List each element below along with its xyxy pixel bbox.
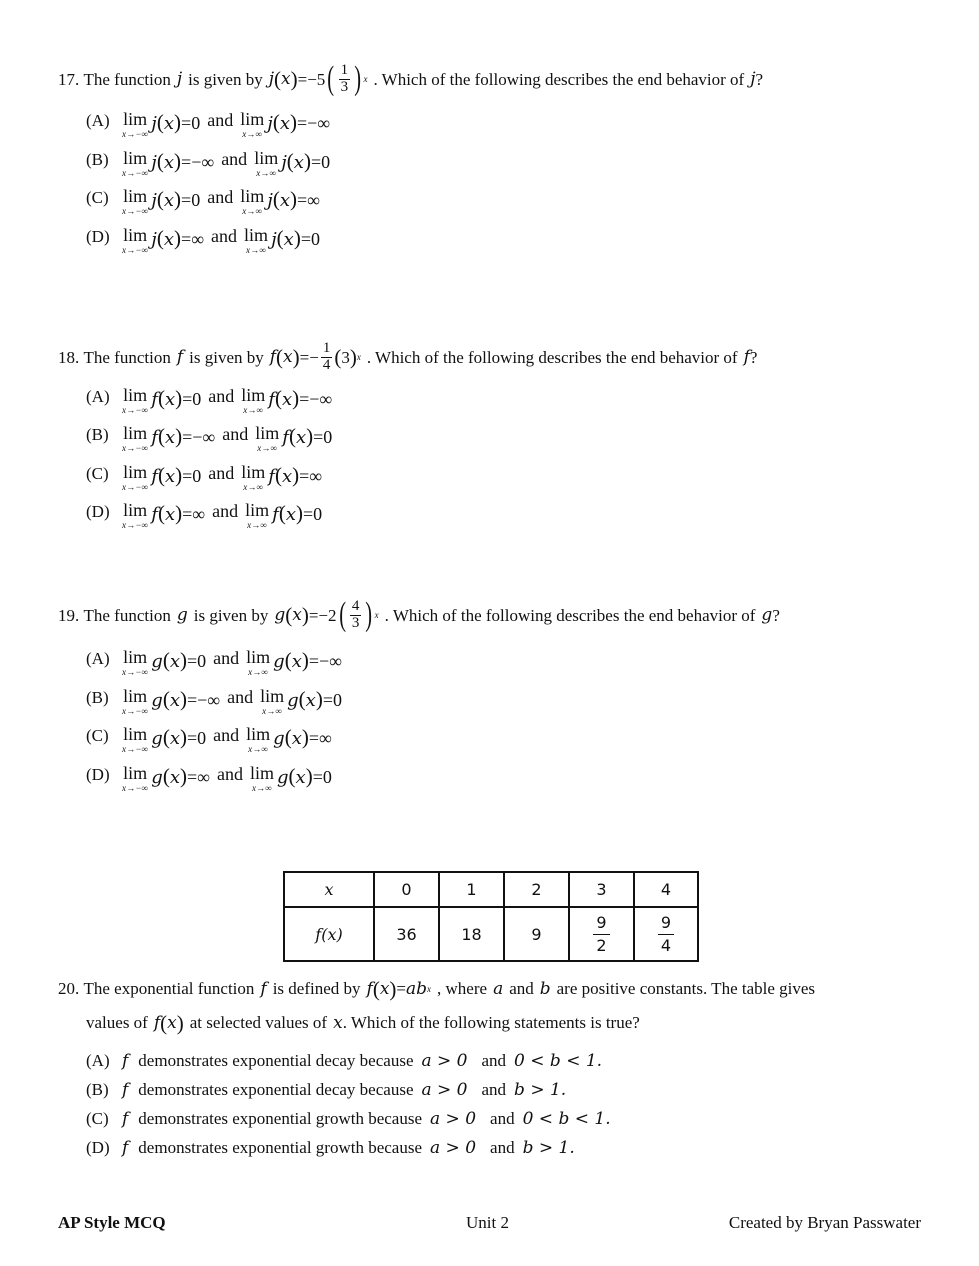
- limit-left: lim x→−∞: [122, 224, 149, 255]
- condition: a > 0: [421, 1050, 468, 1071]
- option-label: (D): [86, 764, 110, 784]
- function-name: f: [122, 1137, 129, 1158]
- question-stem: [58, 598, 938, 632]
- and-text: and: [207, 187, 234, 207]
- answer-option[interactable]: (A) lim x→−∞ g ( x ) = 0 and lim x→∞ g ( x ) = −∞: [86, 647, 342, 677]
- function-name: j: [268, 68, 275, 89]
- option-label: (C): [86, 1109, 109, 1128]
- question-18: [58, 341, 938, 540]
- limit-left: lim x→−∞: [122, 109, 149, 139]
- answer-option[interactable]: (C) lim x→−∞ f ( x ) = 0 and lim x→∞ f ( x ) = ∞: [86, 461, 323, 492]
- and-text: and: [213, 648, 240, 668]
- limit-left: lim x→−∞: [122, 724, 149, 754]
- question-19: [58, 598, 938, 802]
- answer-option[interactable]: (B) lim x→−∞ f ( x ) = −∞ and lim x→∞ f ( x ) = 0: [86, 423, 333, 453]
- limit-right: lim x→∞: [254, 147, 279, 178]
- and-text: and: [481, 1079, 507, 1099]
- footer-center: Unit 2: [466, 1213, 509, 1232]
- and-text: and: [481, 1050, 507, 1070]
- option-label: (C): [86, 463, 109, 483]
- question-stem-line2: [86, 1006, 938, 1040]
- function-definition: f ( x ) = ab x: [366, 976, 432, 1001]
- function-name: f: [260, 979, 267, 999]
- and-text: and: [490, 1137, 515, 1157]
- condition: b > 1.: [522, 1137, 575, 1158]
- answer-option[interactable]: (A) lim x→−∞ j ( x ) = 0 and lim x→∞ j ( x ) = −∞: [86, 109, 331, 139]
- answer-options: [86, 1046, 938, 1162]
- table-cell: [569, 907, 634, 961]
- option-label: (C): [86, 188, 109, 207]
- answer-option[interactable]: (D) lim x→−∞ g ( x ) = ∞ and lim x→∞ g ( x ) = 0: [86, 762, 332, 793]
- question-number: 17.: [58, 69, 80, 89]
- and-text: and: [509, 979, 534, 998]
- stem-text: The function: [83, 605, 171, 625]
- option-text: demonstrates exponential decay because: [138, 1050, 414, 1070]
- answer-option[interactable]: [86, 1133, 938, 1162]
- and-text: and: [208, 385, 235, 406]
- limit-left: lim x→−∞: [122, 461, 149, 492]
- question-17: [58, 62, 938, 264]
- limit-right: lim x→∞: [244, 224, 269, 255]
- function-name: f: [122, 1050, 129, 1071]
- footer-right: Created by Bryan Passwater: [728, 1213, 921, 1232]
- stem-text: ?: [772, 605, 780, 625]
- limit-right: lim x→∞: [260, 685, 285, 716]
- function-name: f: [122, 1079, 129, 1100]
- stem-text: is given by: [188, 69, 263, 89]
- stem-text: , where: [437, 979, 488, 998]
- answer-options: [86, 110, 938, 264]
- answer-option[interactable]: (D) lim x→−∞ j ( x ) = ∞ and lim x→∞ j ( x ) = 0: [86, 224, 320, 255]
- option-text: demonstrates exponential growth because: [138, 1108, 423, 1128]
- and-text: and: [212, 501, 239, 521]
- base-fraction: $\frac{1}{3}$: [340, 61, 349, 95]
- exponent: x: [363, 73, 368, 84]
- and-text: and: [490, 1108, 515, 1128]
- variable-b: b: [539, 979, 551, 999]
- limit-right: lim x→∞: [246, 724, 271, 754]
- exponent: x: [356, 351, 361, 362]
- function-name: j: [176, 68, 183, 89]
- table-cell: 9: [504, 907, 569, 961]
- table-cell: 0: [374, 872, 439, 907]
- function-definition: g ( x ) = −2 ( $\frac{4}{3}$ ) x: [274, 596, 379, 633]
- variable: x: [281, 68, 291, 89]
- option-label: (B): [86, 149, 109, 169]
- table-header-cell: f(x): [284, 907, 374, 961]
- function-name: f: [176, 346, 184, 367]
- function-name: g: [176, 604, 188, 625]
- limit-left: lim x→−∞: [122, 384, 149, 415]
- answer-option[interactable]: [86, 1046, 938, 1075]
- stem-text: The function: [83, 347, 171, 367]
- table-cell: [634, 907, 698, 961]
- limit-right: lim x→∞: [240, 186, 265, 216]
- stem-text: are positive constants. The table gives: [556, 979, 816, 998]
- function-definition: f ( x ) = − $\frac{1}{4}$ ( 3 ) x: [269, 340, 361, 373]
- option-label: (C): [86, 726, 109, 745]
- coefficient: −5: [307, 69, 326, 89]
- stem-text: . Which of the following describes the end behavior of: [366, 347, 738, 367]
- and-text: and: [207, 110, 234, 130]
- answer-option[interactable]: (A) lim x→−∞ f ( x ) = 0 and lim x→∞ f ( x ) = −∞: [86, 384, 333, 415]
- coefficient-fraction: $\frac{1}{4}$: [322, 340, 331, 373]
- limit-left: lim x→−∞: [122, 647, 149, 677]
- stem-text: ?: [755, 69, 764, 89]
- stem-text: is given by: [189, 347, 264, 367]
- variable-a: a: [493, 979, 504, 999]
- option-label: (B): [86, 687, 109, 707]
- function-name: g: [761, 604, 773, 625]
- answer-option[interactable]: (D) lim x→−∞ f ( x ) = ∞ and lim x→∞ f ( x ) = 0: [86, 500, 323, 530]
- answer-option[interactable]: (C) lim x→−∞ j ( x ) = 0 and lim x→∞ j ( x ) = ∞: [86, 186, 320, 216]
- function-notation: f ( x ): [153, 1010, 184, 1035]
- limit-right: lim x→∞: [249, 762, 274, 793]
- coefficient: −2: [318, 605, 337, 625]
- answer-option[interactable]: (C) lim x→−∞ g ( x ) = 0 and lim x→∞ g ( x ) = ∞: [86, 724, 332, 754]
- limit-left: lim x→−∞: [122, 147, 149, 178]
- option-label: (A): [86, 111, 110, 130]
- question-number: 18.: [58, 347, 80, 367]
- and-text: and: [208, 462, 235, 483]
- option-label: (A): [86, 1051, 110, 1070]
- fraction-value: $\frac{9}{2}$: [593, 914, 609, 955]
- function-name: j: [750, 68, 756, 89]
- question-stem: [58, 972, 938, 1006]
- limit-left: lim x→−∞: [122, 500, 149, 530]
- option-text: demonstrates exponential decay because: [138, 1079, 414, 1099]
- condition: a > 0: [430, 1137, 477, 1158]
- limit-right: lim x→∞: [246, 647, 271, 677]
- answer-options: [86, 386, 938, 540]
- question-number: 20.: [58, 979, 80, 998]
- table-cell: 4: [634, 872, 698, 907]
- function-definition: j ( x ) = −5 ( $\frac{1}{3}$ ) x: [268, 60, 368, 97]
- stem-text: ?: [749, 347, 758, 367]
- exponent: x: [374, 609, 379, 620]
- option-label: (B): [86, 1080, 109, 1099]
- answer-options: [86, 648, 938, 802]
- option-label: (A): [86, 649, 110, 668]
- limit-left: lim x→−∞: [122, 685, 149, 716]
- limit-right: lim x→∞: [241, 461, 266, 492]
- option-label: (B): [86, 425, 109, 444]
- question-20: [58, 972, 938, 1162]
- page-footer: [58, 1213, 921, 1233]
- limit-left: lim x→−∞: [122, 762, 149, 793]
- answer-option[interactable]: [86, 1104, 938, 1133]
- table-cell: 3: [569, 872, 634, 907]
- table-row: [284, 907, 698, 961]
- limit-left: lim x→−∞: [122, 186, 149, 216]
- limit-right: lim x→∞: [245, 500, 270, 530]
- and-text: and: [222, 424, 249, 444]
- limit-left: lim x→−∞: [122, 423, 149, 453]
- question-number: 19.: [58, 605, 80, 625]
- option-label: (D): [86, 226, 110, 246]
- stem-text: . Which of the following describes the end behavior of: [373, 69, 745, 89]
- option-label: (D): [86, 1138, 110, 1157]
- and-text: and: [216, 763, 243, 784]
- option-label: (A): [86, 386, 110, 406]
- condition: 0 < b < 1.: [522, 1108, 611, 1129]
- condition: 0 < b < 1.: [514, 1050, 603, 1071]
- stem-text: . Which of the following statements is true?: [342, 1013, 640, 1032]
- fraction-value: $\frac{9}{4}$: [658, 914, 674, 955]
- stem-text: The exponential function: [83, 979, 255, 998]
- stem-text: is defined by: [272, 979, 361, 998]
- stem-text: values of: [86, 1013, 148, 1032]
- question-stem: [58, 341, 938, 374]
- condition: b > 1.: [514, 1079, 567, 1100]
- table-row: [284, 872, 698, 907]
- base: 3: [341, 347, 350, 367]
- table-cell: 18: [439, 907, 504, 961]
- option-text: demonstrates exponential growth because: [138, 1137, 423, 1157]
- answer-option[interactable]: (B) lim x→−∞ g ( x ) = −∞ and lim x→∞ g ( x ) = 0: [86, 685, 342, 716]
- limit-right: lim x→∞: [240, 109, 265, 139]
- variable: x: [333, 1013, 343, 1033]
- and-text: and: [221, 148, 248, 169]
- answer-option[interactable]: (B) lim x→−∞ j ( x ) = −∞ and lim x→∞ j ( x ) = 0: [86, 147, 331, 178]
- and-text: and: [227, 686, 254, 707]
- function-name: f: [743, 346, 750, 367]
- and-text: and: [211, 225, 238, 246]
- function-name: f: [122, 1108, 129, 1129]
- table-header-cell: x: [284, 872, 374, 907]
- condition: a > 0: [421, 1079, 468, 1100]
- stem-text: The function: [83, 69, 171, 89]
- condition: a > 0: [430, 1108, 477, 1129]
- limit-right: lim x→∞: [241, 384, 266, 415]
- values-table: [283, 871, 699, 962]
- table-cell: 1: [439, 872, 504, 907]
- stem-text: at selected values of: [189, 1013, 328, 1032]
- footer-left: AP Style MCQ: [58, 1213, 166, 1232]
- table-cell: 2: [504, 872, 569, 907]
- and-text: and: [213, 725, 240, 745]
- base-fraction: $\frac{4}{3}$: [351, 597, 360, 631]
- option-label: (D): [86, 502, 110, 521]
- question-stem: [58, 62, 938, 96]
- stem-text: . Which of the following describes the end behavior of: [384, 605, 756, 625]
- limit-right: lim x→∞: [255, 423, 280, 453]
- answer-option[interactable]: [86, 1075, 938, 1104]
- stem-text: is given by: [193, 605, 269, 625]
- table-cell: 36: [374, 907, 439, 961]
